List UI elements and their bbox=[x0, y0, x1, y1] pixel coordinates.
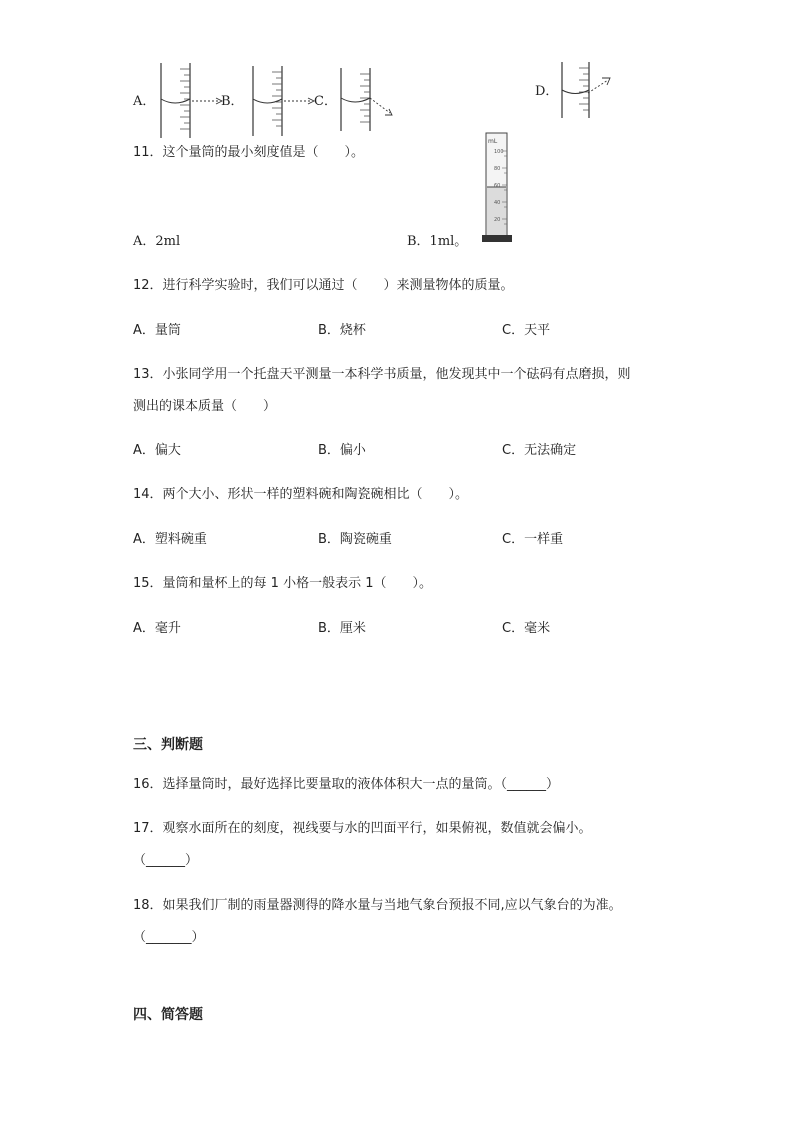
section-4-title: 四、简答题 bbox=[133, 1007, 203, 1023]
q11-option-a[interactable]: A．2ml bbox=[133, 234, 181, 249]
q10-option-a-sight-arrow bbox=[192, 95, 224, 107]
q14-option-a[interactable]: A．塑料碗重 bbox=[133, 532, 207, 547]
q10-option-b-label[interactable]: B． bbox=[221, 94, 244, 109]
q12-option-a[interactable]: A．量筒 bbox=[133, 323, 181, 338]
cylinder-tick-label: 20 bbox=[494, 217, 501, 223]
q16-stem: 16．选择量筒时，最好选择比要量取的液体体积大一点的量筒。（______） bbox=[133, 777, 560, 792]
q11-stem: 11．这个量筒的最小刻度值是（ ）。 bbox=[133, 145, 365, 160]
q10-option-b-sight-arrow bbox=[284, 95, 316, 107]
q17-answer-blank[interactable]: （______） bbox=[133, 853, 199, 868]
q12-option-c[interactable]: C．天平 bbox=[502, 323, 551, 338]
q11-option-b[interactable]: B．1ml。 bbox=[407, 234, 468, 249]
q15-option-c[interactable]: C．毫米 bbox=[502, 621, 551, 636]
q13-stem-line1: 13．小张同学用一个托盘天平测量一本科学书质量，他发现其中一个砝码有点磨损，则 bbox=[133, 367, 631, 382]
q10-option-c-sight-arrow bbox=[370, 96, 396, 118]
q10-option-a-label[interactable]: A． bbox=[133, 94, 156, 109]
q17-stem: 17．观察水面所在的刻度，视线要与水的凹面平行，如果俯视，数值就会偏小。 bbox=[133, 821, 592, 836]
q14-option-b[interactable]: B．陶瓷碗重 bbox=[318, 532, 392, 547]
q10-option-d-label[interactable]: D． bbox=[535, 84, 559, 99]
q10-option-c-label[interactable]: C． bbox=[314, 94, 337, 109]
q13-option-b[interactable]: B．偏小 bbox=[318, 443, 366, 458]
q10-option-a-cylinder-figure bbox=[158, 63, 194, 139]
q13-stem-line2: 测出的课本质量（ ） bbox=[133, 399, 277, 414]
cylinder-unit-label: mL bbox=[488, 138, 498, 145]
q12-option-b[interactable]: B．烧杯 bbox=[318, 323, 366, 338]
q12-stem: 12．进行科学实验时，我们可以通过（ ）来测量物体的质量。 bbox=[133, 278, 514, 293]
q18-stem: 18．如果我们厂制的雨量器测得的降水量与当地气象台预报不同,应以气象台的为准。 bbox=[133, 898, 622, 913]
q13-option-a[interactable]: A．偏大 bbox=[133, 443, 181, 458]
cylinder-tick-label: 80 bbox=[494, 166, 501, 172]
q14-option-c[interactable]: C．一样重 bbox=[502, 532, 564, 547]
cylinder-tick-label: 100 bbox=[494, 149, 504, 155]
q10-option-d-sight-arrow bbox=[588, 76, 614, 96]
cylinder-tick-label: 60 bbox=[494, 183, 501, 189]
section-3-title: 三、判断题 bbox=[133, 737, 203, 753]
q18-answer-blank[interactable]: （_______） bbox=[133, 930, 205, 945]
q15-option-a[interactable]: A．毫升 bbox=[133, 621, 181, 636]
q10-option-b-cylinder-figure bbox=[250, 66, 286, 138]
q15-stem: 15．量筒和量杯上的每 1 小格一般表示 1（ ）。 bbox=[133, 576, 432, 591]
q10-option-c-cylinder-figure bbox=[338, 68, 374, 132]
q14-stem: 14．两个大小、形状一样的塑料碗和陶瓷碗相比（ ）。 bbox=[133, 487, 469, 502]
graduated-cylinder-figure bbox=[481, 131, 513, 244]
q15-option-b[interactable]: B．厘米 bbox=[318, 621, 366, 636]
q13-option-c[interactable]: C．无法确定 bbox=[502, 443, 577, 458]
cylinder-tick-label: 40 bbox=[494, 200, 501, 206]
